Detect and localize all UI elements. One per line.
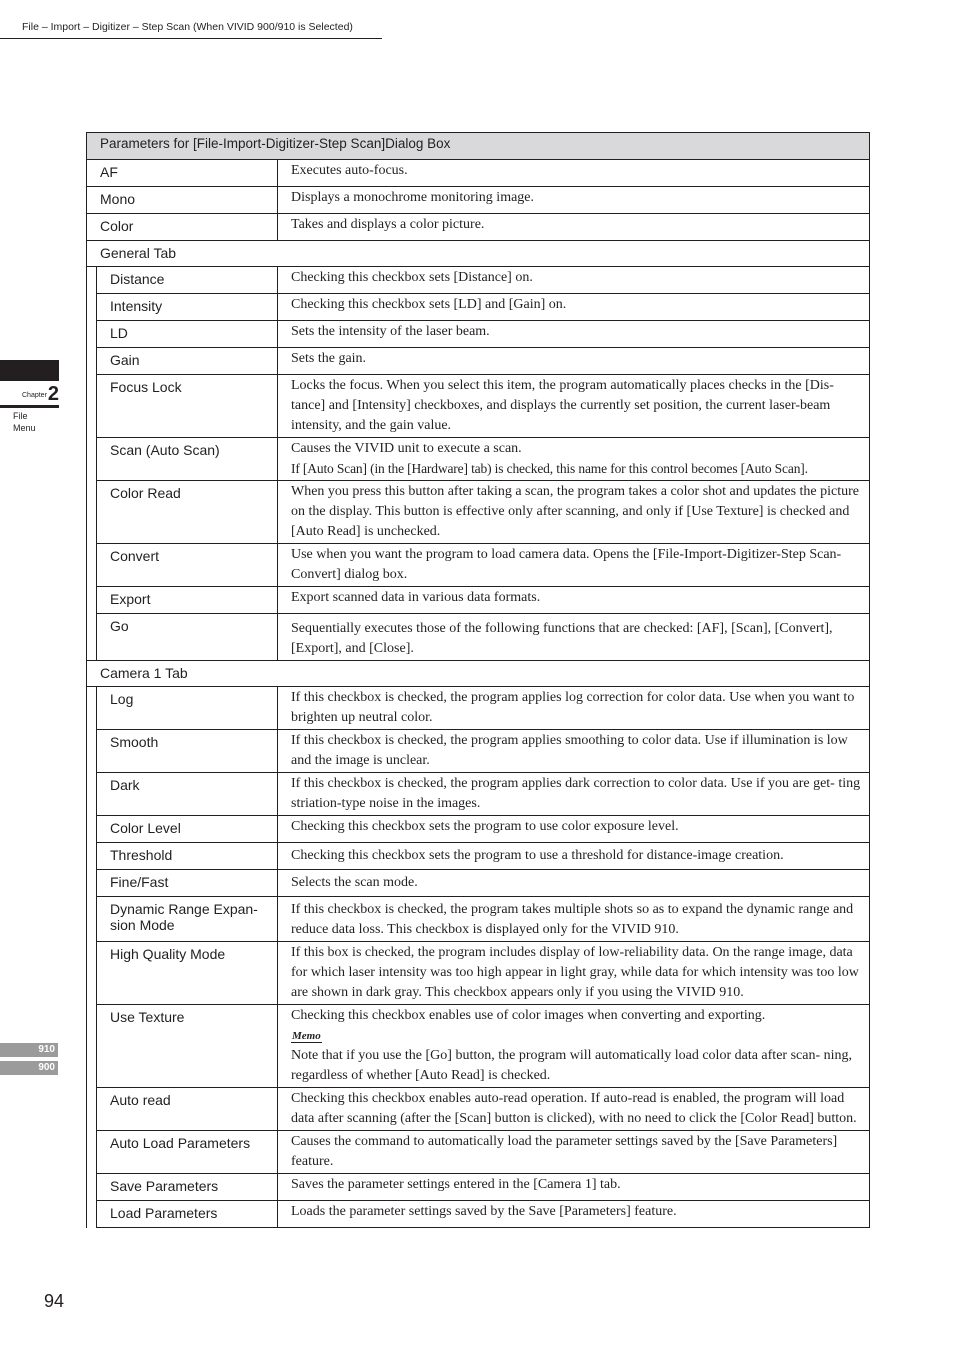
term-save-params: Save Parameters [97, 1174, 278, 1201]
parameters-table [86, 132, 870, 1228]
indent-gutter [87, 816, 97, 843]
term-smooth: Smooth [97, 730, 278, 773]
chapter-label [22, 383, 59, 406]
indent-gutter [87, 587, 97, 614]
table-row [87, 614, 870, 661]
term-color-read: Color Read [97, 481, 278, 544]
desc-scan [278, 438, 870, 481]
term-ld: LD [97, 321, 278, 348]
indent-gutter [87, 544, 97, 587]
indent-gutter [87, 1131, 97, 1174]
term-auto-load: Auto Load Parameters [97, 1131, 278, 1174]
indent-gutter [87, 773, 97, 816]
desc-auto-load: Causes the command to automatically load the parameter settings saved by the [Save Parameters] feature. [278, 1131, 870, 1174]
table-row [87, 348, 870, 375]
term-log: Log [97, 687, 278, 730]
desc-gain: Sets the gain. [278, 348, 870, 375]
term-high-quality: High Quality Mode [97, 942, 278, 1005]
term-gain: Gain [97, 348, 278, 375]
chapter-rule [0, 405, 59, 408]
term-threshold: Threshold [97, 843, 278, 870]
indent-gutter [87, 267, 97, 294]
desc-ld: Sets the intensity of the laser beam. [278, 321, 870, 348]
section-row [87, 241, 870, 267]
section-label-line1: File [13, 411, 28, 421]
term-go: Go [97, 614, 278, 661]
term-export: Export [97, 587, 278, 614]
indent-gutter [87, 1174, 97, 1201]
desc-go: Sequentially executes those of the following functions that are checked: [AF], [Scan], [Convert], [Export], and [Close]. [278, 614, 870, 661]
memo-icon: Memo [292, 1030, 321, 1042]
indent-gutter [87, 348, 97, 375]
indent-gutter [87, 1088, 97, 1131]
term-fine-fast: Fine/Fast [97, 870, 278, 897]
desc-distance: Checking this checkbox sets [Distance] on. [278, 267, 870, 294]
term-load-params: Load Parameters [97, 1201, 278, 1228]
table-row [87, 1174, 870, 1201]
desc-focus-lock: Locks the focus. When you select this item, the program automatically places checks in the [Dis- tance] and [Intensity] checkboxes, and displays the currently set position, the current laser-beam intensity, and the gain value. [278, 375, 870, 438]
desc-af: Executes auto-focus. [278, 160, 870, 187]
table-caption: Parameters for [File-Import-Digitizer-Step Scan]Dialog Box [87, 133, 870, 160]
table-row [87, 870, 870, 897]
term-focus-lock: Focus Lock [97, 375, 278, 438]
term-convert: Convert [97, 544, 278, 587]
desc-use-texture-line1: Checking this checkbox enables use of color images when converting and exporting. [291, 1008, 766, 1023]
term-af: AF [87, 160, 278, 187]
desc-scan-line2: If [Auto Scan] (in the [Hardware] tab) is checked, this name for this control becomes [Auto Scan]. [291, 461, 808, 476]
desc-use-texture [278, 1005, 870, 1088]
desc-color-read: When you press this button after taking a scan, the program takes a color shot and updates the picture on the display. This button is effective only after scanning, and only if [Use Texture] is checked and [Auto Read] is unchecked. [278, 481, 870, 544]
indent-gutter [87, 321, 97, 348]
indent-gutter [87, 687, 97, 730]
desc-high-quality: If this box is checked, the program includes display of low-reliability data. On the range image, data for which laser intensity was too high appear in light gray, while data for which intensity was too low are shown in dark gray. This checkbox appears only if you using the VIVID 910. [278, 942, 870, 1005]
desc-load-params: Loads the parameter settings saved by the Save [Parameters] feature. [278, 1201, 870, 1228]
desc-smooth: If this checkbox is checked, the program applies smoothing to color data. Use if illumination is low and the image is unclear. [278, 730, 870, 773]
indent-gutter [87, 375, 97, 438]
memo-icon-row [291, 1026, 861, 1046]
desc-log: If this checkbox is checked, the program applies log correction for color data. Use when you want to brighten up neutral color. [278, 687, 870, 730]
table-row [87, 1131, 870, 1174]
desc-convert: Use when you want the program to load camera data. Opens the [File-Import-Digitizer-Step Scan-Convert] dialog box. [278, 544, 870, 587]
table-row [87, 294, 870, 321]
term-auto-read: Auto read [97, 1088, 278, 1131]
indent-gutter [87, 870, 97, 897]
section-camera1-tab: Camera 1 Tab [87, 661, 870, 687]
term-color-level: Color Level [97, 816, 278, 843]
table-row [87, 321, 870, 348]
indent-gutter [87, 843, 97, 870]
table-row [87, 687, 870, 730]
desc-auto-read: Checking this checkbox enables auto-read operation. If auto-read is enabled, the program will load data after scanning (after the [Scan] button is clicked), with no need to click the [Color Read] button. [278, 1088, 870, 1131]
table-row [87, 1005, 870, 1088]
term-scan: Scan (Auto Scan) [97, 438, 278, 481]
desc-mono: Displays a monochrome monitoring image. [278, 187, 870, 214]
chapter-word: Chapter [22, 392, 47, 399]
term-color: Color [87, 214, 278, 241]
term-dark: Dark [97, 773, 278, 816]
indent-gutter [87, 481, 97, 544]
desc-fine-fast: Selects the scan mode. [278, 870, 870, 897]
table-row [87, 773, 870, 816]
indent-gutter [87, 614, 97, 661]
indent-gutter [87, 730, 97, 773]
desc-use-texture-note: Note that if you use the [Go] button, the program will automatically load color data after scan- ning, regardless of whether [Auto Read] is checked. [291, 1048, 852, 1083]
table-row [87, 438, 870, 481]
section-label [13, 410, 36, 434]
desc-dynamic-range: If this checkbox is checked, the program takes multiple shots so as to expand the dynamic range and reduce data loss. This checkbox is displayed only for the VIVID 910. [278, 897, 870, 942]
table-row [87, 375, 870, 438]
model-tag-900: 900 [0, 1061, 58, 1075]
term-intensity: Intensity [97, 294, 278, 321]
desc-dark: If this checkbox is checked, the program applies dark correction to color data. Use if you are get- ting striation-type noise in the images. [278, 773, 870, 816]
term-use-texture: Use Texture [97, 1005, 278, 1088]
table-row [87, 160, 870, 187]
desc-intensity: Checking this checkbox sets [LD] and [Gain] on. [278, 294, 870, 321]
table-row [87, 1201, 870, 1228]
indent-gutter [87, 438, 97, 481]
indent-gutter [87, 942, 97, 1005]
desc-threshold: Checking this checkbox sets the program to use a threshold for distance-image creation. [278, 843, 870, 870]
table-row [87, 1088, 870, 1131]
term-dynamic-range: Dynamic Range Expan- sion Mode [97, 897, 278, 942]
chapter-tab-block [0, 360, 59, 381]
chapter-number: 2 [47, 383, 60, 405]
table-row [87, 816, 870, 843]
table-row [87, 730, 870, 773]
indent-gutter [87, 294, 97, 321]
section-row [87, 661, 870, 687]
indent-gutter [87, 897, 97, 942]
desc-color: Takes and displays a color picture. [278, 214, 870, 241]
term-mono: Mono [87, 187, 278, 214]
table-row [87, 187, 870, 214]
page-number: 94 [44, 1291, 65, 1311]
section-label-line2: Menu [13, 423, 36, 433]
table-row [87, 481, 870, 544]
table-row [87, 544, 870, 587]
desc-scan-line1: Causes the VIVID unit to execute a scan. [291, 441, 522, 456]
desc-save-params: Saves the parameter settings entered in the [Camera 1] tab. [278, 1174, 870, 1201]
term-distance: Distance [97, 267, 278, 294]
table-row [87, 214, 870, 241]
table-row [87, 897, 870, 942]
table-row [87, 267, 870, 294]
header-rule [0, 38, 382, 39]
desc-export: Export scanned data in various data formats. [278, 587, 870, 614]
section-general-tab: General Tab [87, 241, 870, 267]
table-row [87, 942, 870, 1005]
desc-color-level: Checking this checkbox sets the program to use color exposure level. [278, 816, 870, 843]
indent-gutter [87, 1201, 97, 1228]
table-row [87, 587, 870, 614]
table-row [87, 843, 870, 870]
model-tag-910: 910 [0, 1043, 58, 1057]
indent-gutter [87, 1005, 97, 1088]
running-header: File – Import – Digitizer – Step Scan (When VIVID 900/910 is Selected) [22, 21, 353, 33]
